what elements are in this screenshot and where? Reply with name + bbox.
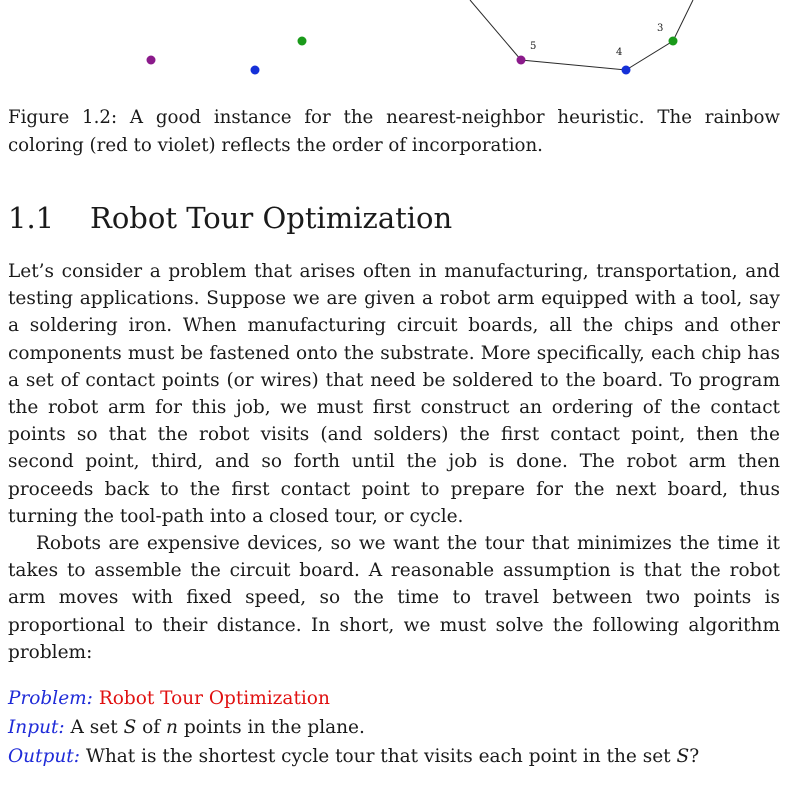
- input-var-s: S: [123, 717, 137, 738]
- problem-line: [8, 684, 788, 713]
- output-label: Output:: [8, 746, 80, 767]
- paragraph-2: Robots are expensive devices, so we want the tour that minimizes the time it takes to assemble the circuit board. A reasonable assumption is that the robot arm moves with fixed speed, so the time to travel between two points is proportional to their distance. In short, we must solve the following algorithm problem:: [8, 533, 780, 663]
- input-text-pre: A set: [70, 717, 118, 738]
- point-blue-left: [251, 66, 260, 75]
- paragraph-1: Let’s consider a problem that arises often in manufacturing, transportation, and testing applications. Suppose we are given a robot arm equipped with a tool, say a soldering iron. When manufacturing circuit boards, all the chips and other components must be fastened onto the substrate. More specifically, each chip has a set of contact points (or wires) that need be soldered to the board. To program the robot arm for this job, we must first construct an ordering of the contact points so that the robot visits (and solders) the first contact point, then the second point, third, and so forth until the job is done. The robot arm then proceeds back to the first contact point to prepare for the next board, thus turning the tool-path into a closed tour, or cycle.: [8, 261, 780, 527]
- section-number: 1.1: [8, 201, 55, 235]
- point-3: [669, 37, 678, 46]
- section-heading: [8, 196, 452, 240]
- section-title: Robot Tour Optimization: [90, 201, 453, 235]
- point-label-5: 5: [530, 41, 537, 52]
- output-var-s: S: [676, 746, 690, 767]
- problem-statement: [8, 684, 788, 771]
- output-text-post: ?: [689, 746, 700, 767]
- input-text-mid: of: [142, 717, 161, 738]
- point-label-4: 4: [616, 47, 623, 58]
- body-text: [8, 258, 780, 666]
- input-label: Input:: [8, 717, 65, 738]
- input-text-post: points in the plane.: [183, 717, 365, 738]
- point-violet-left: [147, 56, 156, 65]
- figure-caption: Figure 1.2: A good instance for the nearest-neighbor heuristic. The rainbow coloring (red to violet) reflects the order of incorporation.: [8, 107, 780, 156]
- point-5: [517, 56, 526, 65]
- input-line: [8, 713, 788, 742]
- tour-path: [470, 0, 693, 70]
- output-line: [8, 742, 788, 771]
- output-text-pre: What is the shortest cycle tour that visits each point in the set: [85, 746, 671, 767]
- point-green-left: [298, 37, 307, 46]
- nearest-neighbor-figure: [0, 0, 800, 92]
- problem-label: Problem:: [8, 688, 93, 709]
- point-label-3: 3: [657, 23, 664, 34]
- input-var-n: n: [166, 717, 178, 738]
- point-4: [622, 66, 631, 75]
- problem-title: Robot Tour Optimization: [98, 688, 330, 709]
